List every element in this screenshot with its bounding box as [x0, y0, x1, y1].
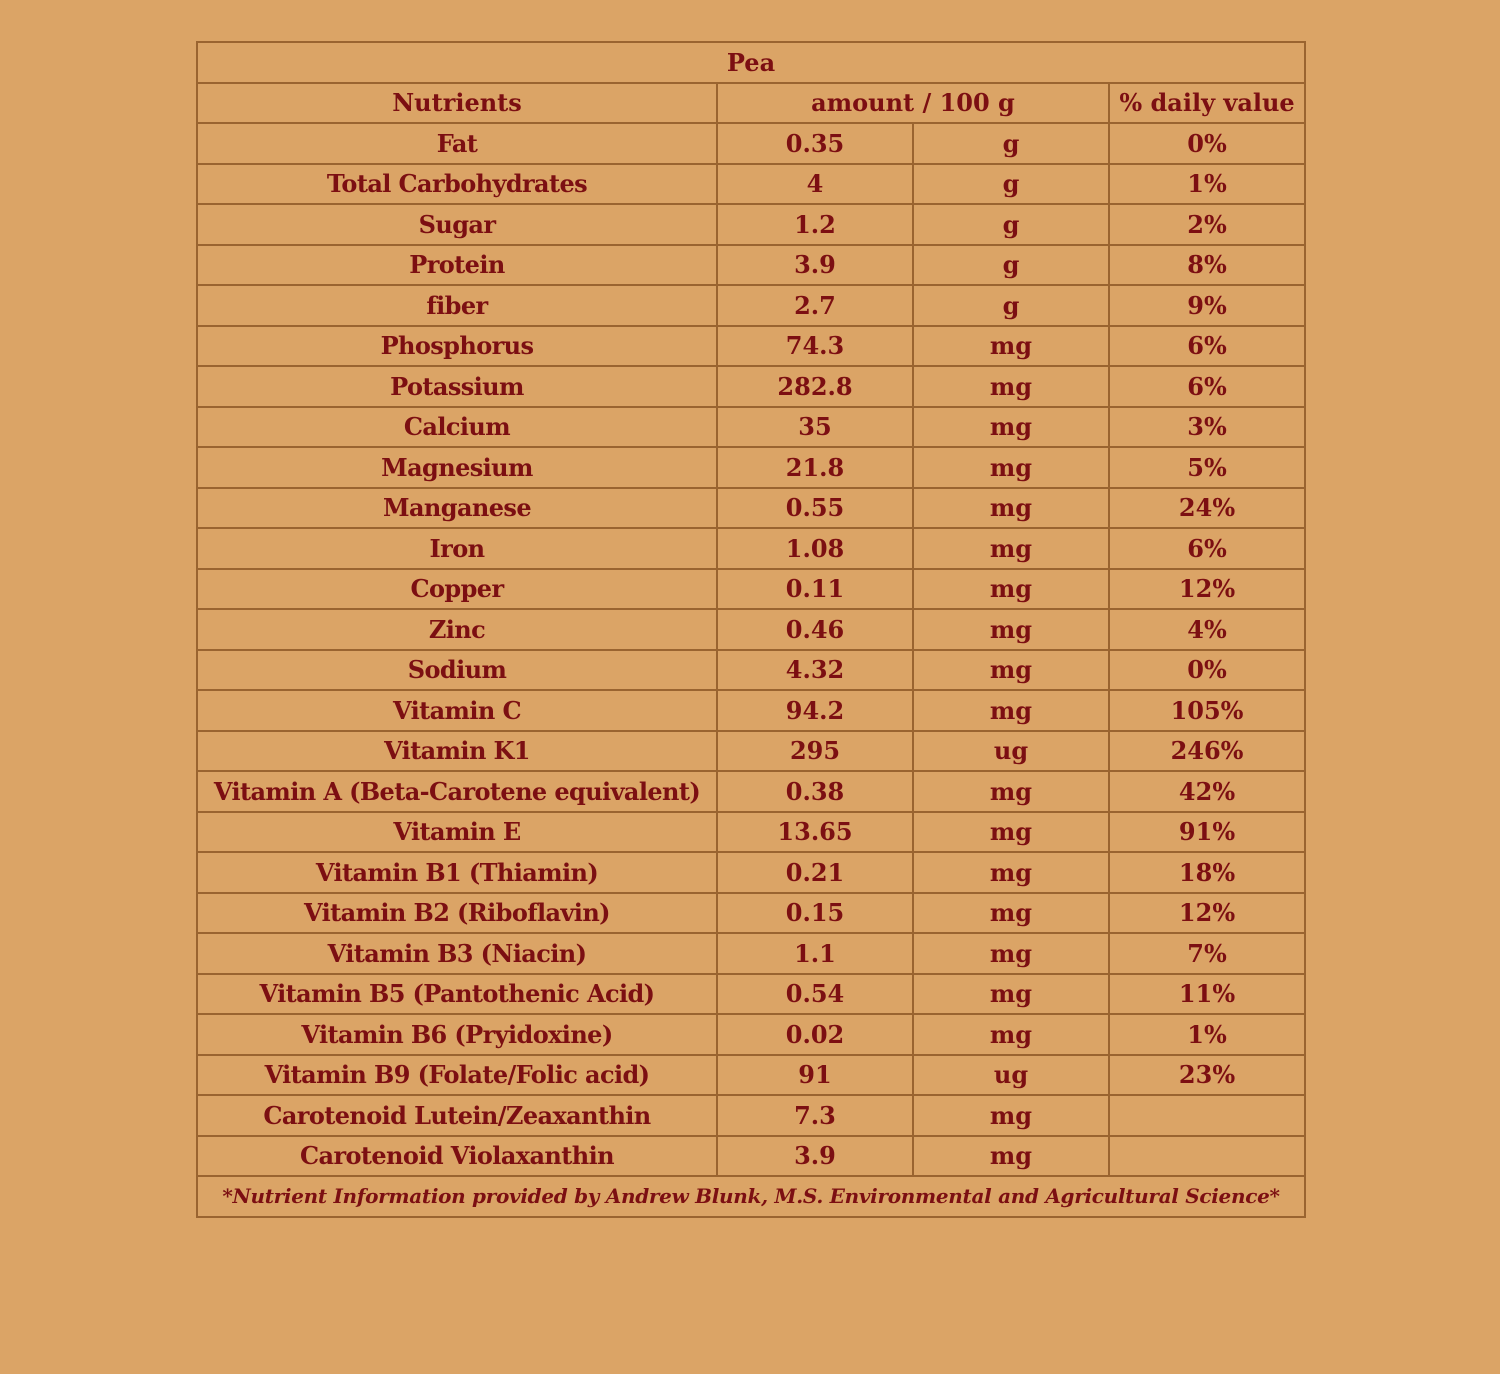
nutrient-amount: 1.1: [717, 933, 913, 974]
nutrient-name: Iron: [197, 528, 717, 569]
nutrient-unit: g: [913, 204, 1109, 245]
nutrient-daily-value: 9%: [1109, 285, 1305, 326]
nutrient-name: Potassium: [197, 366, 717, 407]
source-note: *Nutrient Information provided by Andrew Blunk, M.S. Environmental and Agricultural Science*: [197, 1176, 1305, 1217]
nutrient-daily-value: 0%: [1109, 123, 1305, 164]
nutrient-unit: mg: [913, 447, 1109, 488]
nutrient-daily-value: 2%: [1109, 204, 1305, 245]
nutrient-unit: g: [913, 285, 1109, 326]
nutrient-amount: 0.21: [717, 852, 913, 893]
nutrient-unit: mg: [913, 488, 1109, 529]
nutrient-unit: mg: [913, 650, 1109, 691]
nutrient-daily-value: 4%: [1109, 609, 1305, 650]
nutrient-name: fiber: [197, 285, 717, 326]
nutrient-amount: 282.8: [717, 366, 913, 407]
header-daily-value: % daily value: [1109, 83, 1305, 124]
nutrient-name: Carotenoid Violaxanthin: [197, 1136, 717, 1177]
nutrient-daily-value: 5%: [1109, 447, 1305, 488]
table-row: [197, 164, 1305, 205]
nutrient-name: Vitamin C: [197, 690, 717, 731]
table-row: [197, 123, 1305, 164]
nutrient-amount: 13.65: [717, 812, 913, 853]
nutrient-amount: 1.08: [717, 528, 913, 569]
nutrient-daily-value: 6%: [1109, 366, 1305, 407]
nutrient-daily-value: 246%: [1109, 731, 1305, 772]
nutrient-unit: mg: [913, 852, 1109, 893]
table-row: [197, 366, 1305, 407]
nutrition-table-body: [197, 42, 1305, 1217]
table-row: [197, 1095, 1305, 1136]
nutrient-name: Vitamin A (Beta-Carotene equivalent): [197, 771, 717, 812]
table-title: Pea: [197, 42, 1305, 83]
table-row: [197, 204, 1305, 245]
table-row: [197, 1055, 1305, 1096]
nutrient-amount: 3.9: [717, 1136, 913, 1177]
table-row: [197, 771, 1305, 812]
nutrient-amount: 74.3: [717, 326, 913, 367]
nutrient-daily-value: 1%: [1109, 1014, 1305, 1055]
nutrient-amount: 21.8: [717, 447, 913, 488]
table-row: [197, 569, 1305, 610]
title-row: [197, 42, 1305, 83]
nutrient-amount: 2.7: [717, 285, 913, 326]
nutrient-daily-value: 23%: [1109, 1055, 1305, 1096]
nutrient-name: Protein: [197, 245, 717, 286]
nutrient-unit: g: [913, 164, 1109, 205]
table-row: [197, 285, 1305, 326]
table-row: [197, 407, 1305, 448]
nutrient-name: Vitamin K1: [197, 731, 717, 772]
table-row: [197, 852, 1305, 893]
nutrient-unit: mg: [913, 407, 1109, 448]
table-row: [197, 1136, 1305, 1177]
nutrient-amount: 94.2: [717, 690, 913, 731]
table-row: [197, 933, 1305, 974]
nutrient-name: Calcium: [197, 407, 717, 448]
nutrition-table: [196, 41, 1306, 1218]
nutrient-amount: 91: [717, 1055, 913, 1096]
nutrient-daily-value: 11%: [1109, 974, 1305, 1015]
nutrient-daily-value: 91%: [1109, 812, 1305, 853]
header-nutrients: Nutrients: [197, 83, 717, 124]
nutrient-amount: 0.38: [717, 771, 913, 812]
nutrient-unit: mg: [913, 771, 1109, 812]
nutrient-amount: 4: [717, 164, 913, 205]
nutrient-amount: 0.54: [717, 974, 913, 1015]
nutrient-name: Vitamin B3 (Niacin): [197, 933, 717, 974]
nutrient-amount: 0.02: [717, 1014, 913, 1055]
nutrient-daily-value: 105%: [1109, 690, 1305, 731]
nutrient-unit: g: [913, 123, 1109, 164]
nutrient-daily-value: 0%: [1109, 650, 1305, 691]
nutrient-amount: 0.46: [717, 609, 913, 650]
table-row: [197, 609, 1305, 650]
nutrient-name: Magnesium: [197, 447, 717, 488]
nutrient-name: Vitamin B1 (Thiamin): [197, 852, 717, 893]
nutrient-daily-value: [1109, 1136, 1305, 1177]
footer-row: [197, 1176, 1305, 1217]
header-amount: amount / 100 g: [717, 83, 1109, 124]
table-row: [197, 893, 1305, 934]
nutrient-unit: mg: [913, 893, 1109, 934]
nutrient-name: Total Carbohydrates: [197, 164, 717, 205]
nutrient-amount: 4.32: [717, 650, 913, 691]
nutrient-name: Vitamin B6 (Pryidoxine): [197, 1014, 717, 1055]
nutrient-unit: mg: [913, 1014, 1109, 1055]
nutrient-name: Sodium: [197, 650, 717, 691]
table-row: [197, 245, 1305, 286]
nutrient-name: Manganese: [197, 488, 717, 529]
nutrient-unit: mg: [913, 812, 1109, 853]
nutrient-unit: mg: [913, 569, 1109, 610]
nutrient-daily-value: 3%: [1109, 407, 1305, 448]
nutrient-name: Fat: [197, 123, 717, 164]
header-row: [197, 83, 1305, 124]
nutrient-daily-value: 12%: [1109, 893, 1305, 934]
nutrient-name: Copper: [197, 569, 717, 610]
table-row: [197, 731, 1305, 772]
table-row: [197, 812, 1305, 853]
nutrient-amount: 0.55: [717, 488, 913, 529]
nutrient-unit: mg: [913, 1095, 1109, 1136]
nutrient-unit: mg: [913, 690, 1109, 731]
nutrient-unit: ug: [913, 731, 1109, 772]
nutrient-name: Phosphorus: [197, 326, 717, 367]
nutrient-unit: mg: [913, 326, 1109, 367]
nutrient-daily-value: 42%: [1109, 771, 1305, 812]
table-row: [197, 447, 1305, 488]
nutrient-name: Carotenoid Lutein/Zeaxanthin: [197, 1095, 717, 1136]
nutrient-amount: 0.35: [717, 123, 913, 164]
nutrient-daily-value: 12%: [1109, 569, 1305, 610]
nutrient-amount: 3.9: [717, 245, 913, 286]
nutrient-name: Vitamin B5 (Pantothenic Acid): [197, 974, 717, 1015]
nutrient-unit: mg: [913, 528, 1109, 569]
nutrient-name: Sugar: [197, 204, 717, 245]
nutrient-amount: 1.2: [717, 204, 913, 245]
nutrient-name: Vitamin B9 (Folate/Folic acid): [197, 1055, 717, 1096]
nutrient-daily-value: 8%: [1109, 245, 1305, 286]
table-row: [197, 650, 1305, 691]
nutrient-unit: ug: [913, 1055, 1109, 1096]
nutrient-name: Vitamin E: [197, 812, 717, 853]
nutrient-name: Vitamin B2 (Riboflavin): [197, 893, 717, 934]
table-row: [197, 1014, 1305, 1055]
nutrient-daily-value: 18%: [1109, 852, 1305, 893]
nutrient-name: Zinc: [197, 609, 717, 650]
nutrient-amount: 7.3: [717, 1095, 913, 1136]
nutrient-unit: mg: [913, 933, 1109, 974]
nutrient-unit: mg: [913, 1136, 1109, 1177]
nutrient-daily-value: 6%: [1109, 528, 1305, 569]
nutrient-daily-value: 1%: [1109, 164, 1305, 205]
table-row: [197, 326, 1305, 367]
nutrient-daily-value: 24%: [1109, 488, 1305, 529]
nutrient-amount: 35: [717, 407, 913, 448]
nutrient-daily-value: 7%: [1109, 933, 1305, 974]
nutrient-unit: g: [913, 245, 1109, 286]
nutrient-unit: mg: [913, 366, 1109, 407]
nutrient-daily-value: 6%: [1109, 326, 1305, 367]
nutrient-daily-value: [1109, 1095, 1305, 1136]
table-row: [197, 488, 1305, 529]
nutrient-amount: 295: [717, 731, 913, 772]
nutrient-unit: mg: [913, 609, 1109, 650]
table-row: [197, 528, 1305, 569]
table-row: [197, 974, 1305, 1015]
nutrient-amount: 0.11: [717, 569, 913, 610]
nutrient-unit: mg: [913, 974, 1109, 1015]
nutrient-amount: 0.15: [717, 893, 913, 934]
table-row: [197, 690, 1305, 731]
